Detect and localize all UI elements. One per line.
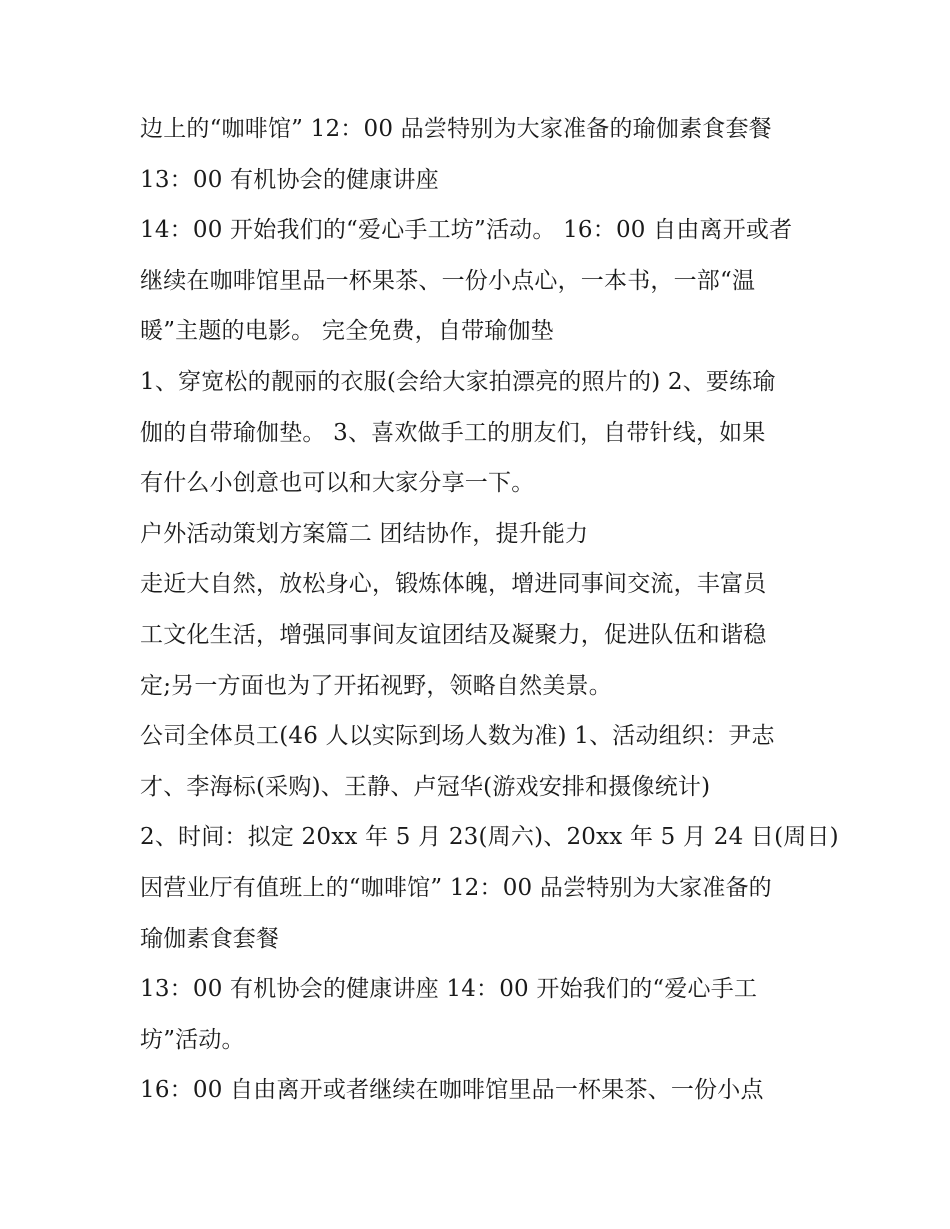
text-line: 继续在咖啡馆里品一杯果茶、一份小点心，一本书，一部“温 <box>140 267 756 294</box>
text-line: 因营业厅有值班上的“咖啡馆” 12：00 品尝特别为大家准备的 <box>140 874 772 901</box>
text-line: 走近大自然，放松身心，锻炼体魄，增进同事间交流，丰富员 <box>140 571 767 598</box>
text-line: 1、穿宽松的靓丽的衣服(会给大家拍漂亮的照片的) 2、要练瑜 <box>140 368 776 395</box>
section-heading: 户外活动策划方案篇二 团结协作，提升能力 <box>140 520 589 547</box>
text-line: 才、李海标(采购)、王静、卢冠华(游戏安排和摄像统计) <box>140 773 711 800</box>
text-line: 瑜伽素食套餐 <box>140 925 280 952</box>
text-line: 13：00 有机协会的健康讲座 14：00 开始我们的“爱心手工 <box>140 976 758 1003</box>
text-line: 工文化生活，增强同事间友谊团结及凝聚力，促进队伍和谐稳 <box>140 621 767 648</box>
text-line: 16：00 自由离开或者继续在咖啡馆里品一杯果茶、一份小点 <box>140 1077 764 1104</box>
text-line: 定;另一方面也为了开拓视野，领略自然美景。 <box>140 672 612 699</box>
document-body <box>140 104 839 1116</box>
text-line: 有什么小创意也可以和大家分享一下。 <box>140 470 535 497</box>
text-line: 边上的“咖啡馆” 12：00 品尝特别为大家准备的瑜伽素食套餐 <box>140 116 772 142</box>
text-line: 坊”活动。 <box>140 1026 245 1053</box>
text-line: 14：00 开始我们的“爱心手工坊”活动。 16：00 自由离开或者 <box>140 217 793 244</box>
text-line: 暖”主题的电影。 完全免费，自带瑜伽垫 <box>140 318 554 345</box>
text-line: 2、时间：拟定 20xx 年 5 月 23(周六)、20xx 年 5 月 24 日(周日) <box>140 824 839 851</box>
text-line: 伽的自带瑜伽垫。 3、喜欢做手工的朋友们，自带针线，如果 <box>140 419 766 446</box>
text-line: 公司全体员工(46 人以实际到场人数为准) 1、活动组织：尹志 <box>140 723 775 750</box>
text-line: 13：00 有机协会的健康讲座 <box>140 166 439 193</box>
